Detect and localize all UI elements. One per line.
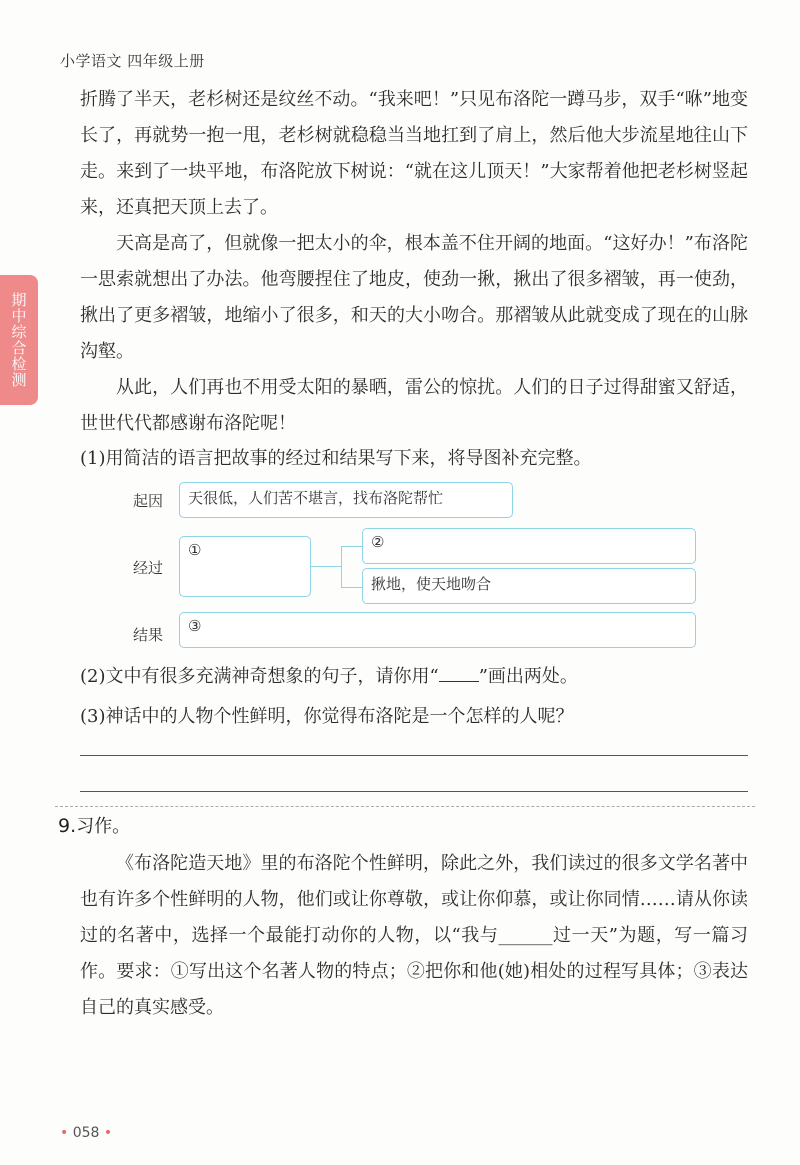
origin-box (179, 482, 513, 518)
process-label: 经过 (133, 559, 164, 577)
question-3: (3)神话中的人物个性鲜明，你觉得布洛陀是一个怎样的人呢？ (80, 706, 574, 727)
circled-2: ② (371, 533, 385, 551)
process-box-3 (362, 568, 696, 604)
section-9-number: 9. (58, 815, 77, 837)
answer-line-2[interactable] (80, 791, 748, 792)
connector-horizontal (311, 566, 341, 567)
page-header: 小学语文 四年级上册 (60, 52, 205, 70)
section-divider (55, 806, 755, 807)
section-9-heading (58, 812, 130, 838)
section-9-body-post: 过一天”为题，写一篇习作。要求：①写出这个名著人物的特点；②把你和他(她)相处的过程写具体；③表达自己的真实感受。 (80, 925, 749, 1018)
question-2-text-end: ”画出两处。 (478, 666, 578, 687)
section-9-body-pre: 《布洛陀造天地》里的布洛陀个性鲜明，除此之外，我们读过的很多文学名著中也有许多个性鲜明的人物，他们或让你尊敬，或让你仰慕，或让你同情……请从你读过的名著中，选择一个最能打动你的人物，以“我与 (80, 853, 748, 946)
page-dot-right: • (103, 1125, 113, 1141)
answer-line-1[interactable] (80, 755, 748, 756)
circled-1: ① (188, 541, 202, 559)
underline-sample (439, 663, 479, 682)
story-paragraph-2: 天高是高了，但就像一把太小的伞，根本盖不住开阔的地面。“这好办！”布洛陀一思索就想出了办法。他弯腰捏住了地皮，使劲一揪，揪出了很多褶皱，再一使劲，揪出了更多褶皱，地缩小了很多，和天的大小吻合。那褶皱从此就变成了现在的山脉沟壑。 (80, 233, 748, 362)
side-tab-midterm: 期中综合检测 (0, 275, 38, 405)
circled-3: ③ (188, 617, 202, 635)
process-box-1[interactable] (179, 536, 311, 597)
title-blank[interactable]: ______ (498, 925, 553, 946)
process-box-2[interactable] (362, 528, 696, 564)
question-2 (80, 662, 578, 692)
page-dot-left: • (60, 1125, 69, 1141)
connector-bracket (341, 546, 364, 588)
page-number (60, 1125, 112, 1141)
page-number-text: 058 (72, 1125, 100, 1141)
result-label: 结果 (133, 626, 164, 644)
question-2-text: (2)文中有很多充满神奇想象的句子，请你用“ (80, 666, 439, 687)
origin-label: 起因 (133, 492, 164, 510)
result-box[interactable] (179, 612, 696, 648)
origin-text: 天很低，人们苦不堪言，找布洛陀帮忙 (188, 489, 444, 507)
process-box-3-text: 揪地，使天地吻合 (371, 575, 492, 593)
section-9-body (80, 846, 748, 1026)
question-1: (1)用简洁的语言把故事的经过和结果写下来，将导图补充完整。 (80, 448, 592, 469)
story-paragraph-3: 从此，人们再也不用受太阳的暴晒，雷公的惊扰。人们的日子过得甜蜜又舒适，世世代代都感谢布洛陀呢！ (80, 377, 748, 434)
story-paragraph-1: 折腾了半天，老杉树还是纹丝不动。“我来吧！”只见布洛陀一蹲马步，双手“咻”地变长了，再就势一抱一甩，老杉树就稳稳当当地扛到了肩上，然后他大步流星地往山下走。来到了一块平地，布洛陀放下树说：“就在这儿顶天！”大家帮着他把老杉树竖起来，还真把天顶上去了。 (80, 89, 748, 218)
section-9-title: 习作。 (76, 816, 131, 837)
